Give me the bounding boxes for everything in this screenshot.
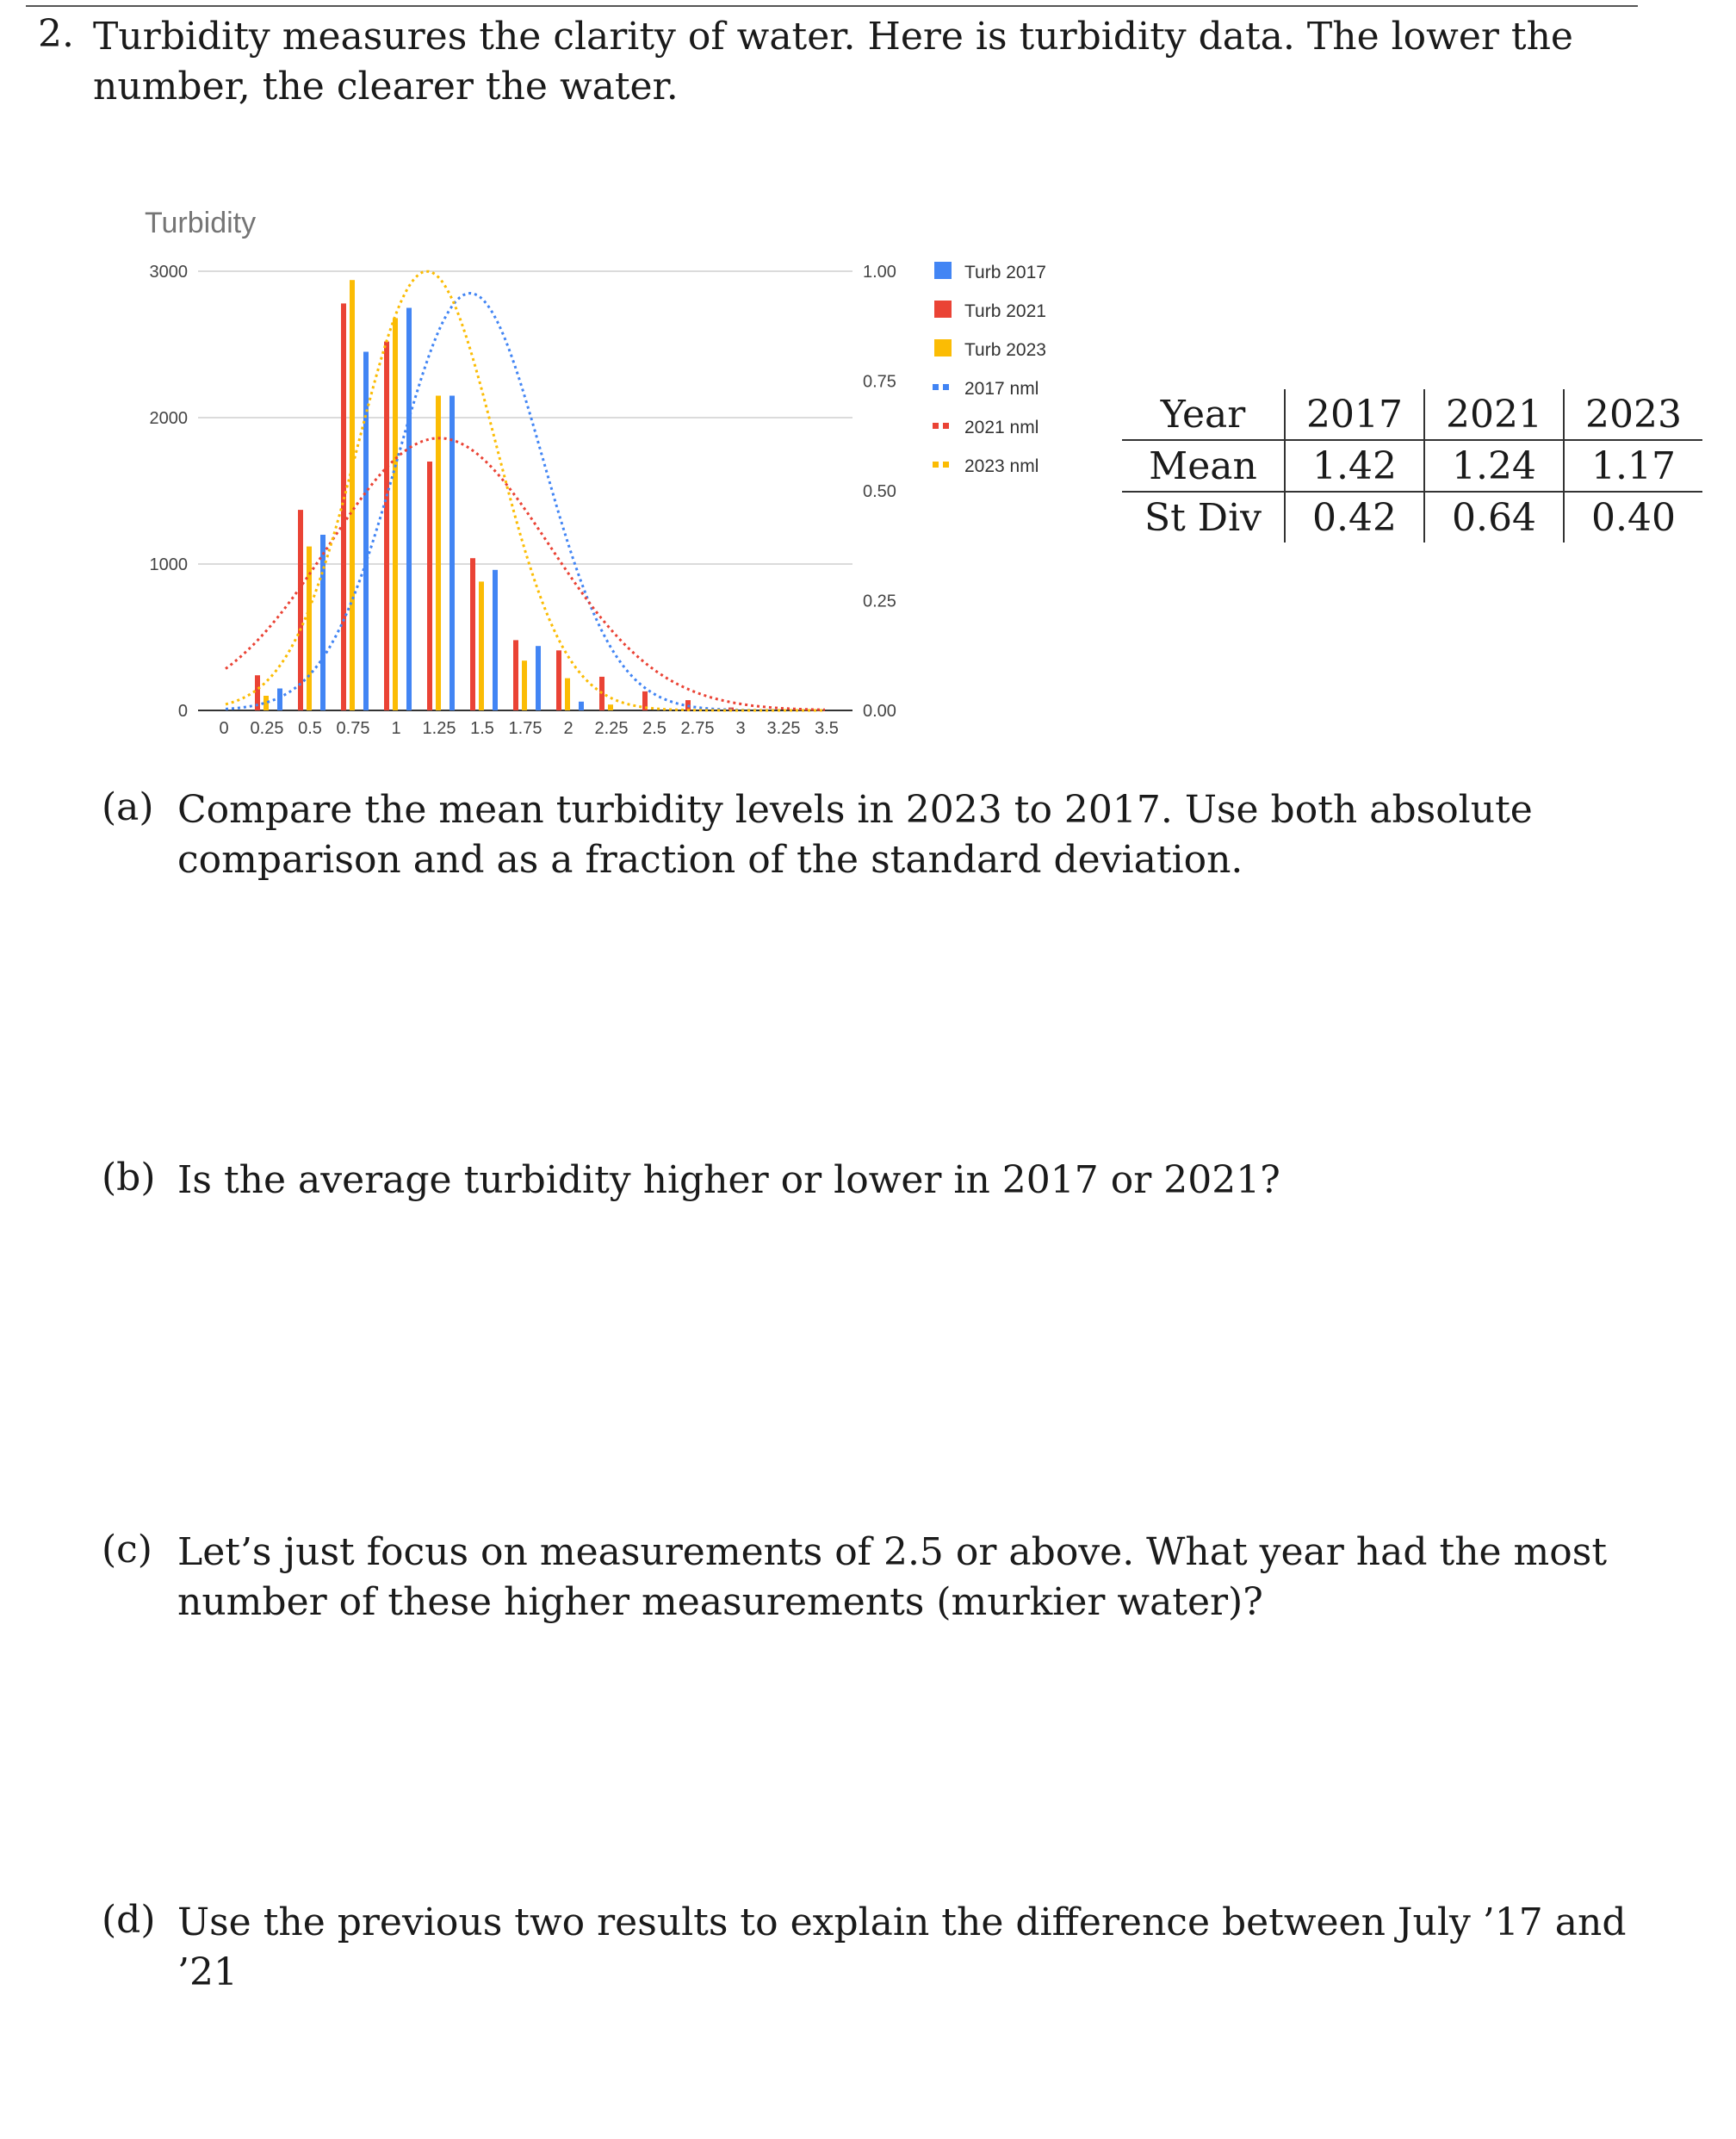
y-tick-label: 1000 bbox=[149, 555, 188, 574]
y2-tick-label: 0.50 bbox=[863, 482, 896, 501]
bar-turb-2021 bbox=[341, 303, 346, 710]
stats-row-label: St Div bbox=[1144, 495, 1262, 540]
bar-turb-2021 bbox=[513, 640, 518, 710]
part-b-text: Is the average turbidity higher or lower in 2017 or 2021? bbox=[177, 1158, 1280, 1202]
part-c-text: Let’s just focus on measurements of 2.5 or above. What year had the most number of these higher measurements (murkier water)? bbox=[177, 1530, 1608, 1624]
bar-turb-2023 bbox=[608, 704, 613, 710]
x-tick-label: 3 bbox=[735, 719, 746, 738]
y-tick-label: 3000 bbox=[149, 263, 188, 282]
y2-tick-label: 1.00 bbox=[863, 263, 896, 282]
y2-tick-label: 0.75 bbox=[863, 372, 896, 392]
bar-turb-2017 bbox=[493, 570, 498, 710]
part-b-label: (b) bbox=[102, 1156, 156, 1200]
x-tick-label: 0.5 bbox=[298, 719, 322, 738]
bar-turb-2017 bbox=[536, 646, 541, 710]
legend-swatch bbox=[933, 384, 939, 390]
stats-row-label: Mean bbox=[1122, 440, 1285, 492]
bar-turb-2021 bbox=[470, 558, 475, 710]
legend-swatch bbox=[934, 262, 952, 279]
legend-swatch bbox=[943, 384, 949, 390]
legend-label: Turb 2021 bbox=[964, 301, 1046, 321]
stats-header-label: Year bbox=[1122, 389, 1285, 440]
chart-title: Turbidity bbox=[145, 207, 257, 239]
bar-turb-2023 bbox=[350, 280, 355, 710]
bar-turb-2023 bbox=[393, 318, 398, 710]
stats-header-row bbox=[1122, 389, 1702, 440]
y2-tick-label: 0.25 bbox=[863, 592, 896, 611]
stats-cell: 0.40 bbox=[1564, 492, 1702, 542]
part-a-label: (a) bbox=[102, 785, 154, 829]
stats-row-sd bbox=[1122, 492, 1702, 542]
stats-cell: 1.24 bbox=[1424, 440, 1564, 492]
stats-cell: 0.42 bbox=[1285, 492, 1424, 542]
legend-label: 2017 nml bbox=[964, 379, 1039, 399]
x-tick-label: 0.75 bbox=[336, 719, 370, 738]
part-a-text: Compare the mean turbidity levels in 2023 to 2017. Use both absolute comparison and as a fraction of the standard deviation. bbox=[177, 788, 1533, 882]
turbidity-chart bbox=[121, 181, 1085, 766]
bar-turb-2021 bbox=[298, 510, 303, 710]
x-tick-label: 1.25 bbox=[422, 719, 456, 738]
stats-cell: 0.64 bbox=[1424, 492, 1564, 542]
legend-label: Turb 2017 bbox=[964, 263, 1046, 282]
x-tick-label: 3.5 bbox=[815, 719, 839, 738]
x-tick-label: 1.5 bbox=[470, 719, 494, 738]
x-tick-label: 3.25 bbox=[766, 719, 801, 738]
x-tick-label: 2.25 bbox=[594, 719, 629, 738]
legend-swatch bbox=[934, 301, 952, 318]
part-c-label: (c) bbox=[102, 1528, 152, 1572]
x-tick-label: 2.5 bbox=[642, 719, 666, 738]
x-tick-label: 1 bbox=[391, 719, 401, 738]
legend-label: 2021 nml bbox=[964, 418, 1039, 437]
top-rule bbox=[26, 5, 1638, 7]
y-tick-label: 2000 bbox=[149, 409, 188, 428]
legend-swatch bbox=[934, 339, 952, 356]
x-tick-label: 0.25 bbox=[250, 719, 284, 738]
bar-turb-2021 bbox=[599, 677, 604, 710]
x-tick-label: 2.75 bbox=[680, 719, 715, 738]
bar-turb-2017 bbox=[579, 702, 584, 710]
bar-turb-2023 bbox=[307, 547, 312, 710]
bar-turb-2017 bbox=[406, 308, 412, 711]
bar-turb-2023 bbox=[479, 581, 484, 710]
legend-swatch bbox=[933, 462, 939, 468]
question-number: 2. bbox=[38, 12, 74, 56]
stats-cell: 1.42 bbox=[1285, 440, 1424, 492]
stats-table bbox=[1122, 389, 1702, 542]
x-tick-label: 1.75 bbox=[508, 719, 542, 738]
part-d-label: (d) bbox=[102, 1898, 156, 1942]
y2-tick-label: 0.00 bbox=[863, 702, 896, 721]
y-tick-label: 0 bbox=[177, 702, 188, 721]
stats-header-cell: 2023 bbox=[1564, 389, 1702, 440]
curve-2017-nml bbox=[226, 294, 825, 711]
bar-turb-2021 bbox=[384, 342, 389, 710]
question-text: Turbidity measures the clarity of water. Here is turbidity data. The lower the number, the clearer the water. bbox=[93, 15, 1573, 108]
curve-2023-nml bbox=[226, 271, 825, 710]
stats-cell: 1.17 bbox=[1564, 440, 1702, 492]
bar-turb-2023 bbox=[522, 660, 527, 710]
stats-header-cell: 2017 bbox=[1285, 389, 1424, 440]
legend-swatch bbox=[943, 462, 949, 468]
legend-swatch bbox=[933, 423, 939, 429]
bar-turb-2017 bbox=[450, 396, 455, 711]
part-d-text: Use the previous two results to explain the difference between July ’17 and ’21 bbox=[177, 1900, 1627, 1994]
bar-turb-2023 bbox=[565, 679, 570, 710]
x-tick-label: 0 bbox=[219, 719, 229, 738]
stats-header-cell: 2021 bbox=[1424, 389, 1564, 440]
bar-turb-2023 bbox=[436, 396, 441, 711]
legend-swatch bbox=[943, 423, 949, 429]
bar-turb-2017 bbox=[277, 689, 282, 711]
bar-turb-2021 bbox=[556, 650, 561, 710]
bar-turb-2021 bbox=[427, 462, 432, 710]
legend-label: 2023 nml bbox=[964, 456, 1039, 476]
stats-row-mean bbox=[1122, 440, 1702, 492]
legend-label: Turb 2023 bbox=[964, 340, 1046, 360]
x-tick-label: 2 bbox=[563, 719, 574, 738]
